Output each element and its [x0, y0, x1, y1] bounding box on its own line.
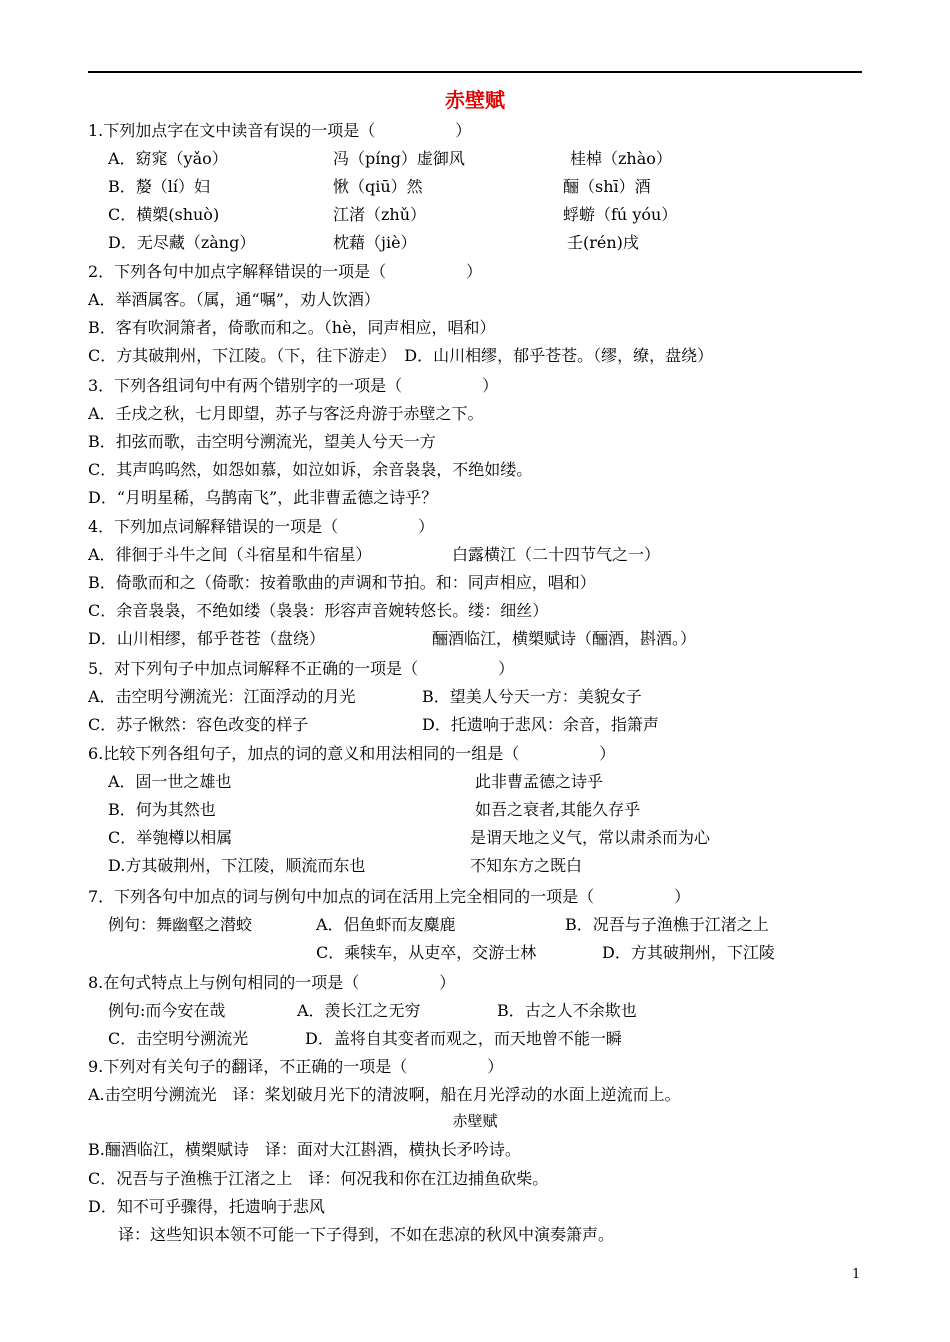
- text-segment: C．举匏樽以相属: [108, 828, 233, 847]
- text-line: [0, 429, 950, 455]
- text-line: [0, 1054, 950, 1080]
- text-line: [0, 118, 950, 144]
- text-line: [0, 1194, 950, 1220]
- text-segment: C．其声呜呜然，如怨如慕，如泣如诉，余音袅袅，不绝如缕。: [88, 460, 533, 479]
- text-line: [0, 514, 950, 540]
- text-segment: C．方其破荆州，下江陵。（下，往下游走） D．山川相缪，郁乎苍苍。（缪，缭，盘绕）: [88, 346, 714, 365]
- text-segment: 酾酒临江，横槊赋诗（酾酒，斟酒。）: [432, 629, 697, 648]
- text-segment: 6.比较下列各组句子，加点的词的意义和用法相同的一组是（ ）: [88, 744, 616, 763]
- text-segment: 愀（qiū）然: [333, 177, 423, 196]
- text-segment: A．固一世之雄也: [108, 772, 232, 791]
- text-line: [0, 287, 950, 313]
- text-line: [0, 542, 950, 568]
- text-line: [0, 343, 950, 369]
- text-segment: D．山川相缪，郁乎苍苍（盘绕）: [88, 629, 325, 648]
- text-line: [0, 373, 950, 399]
- text-segment: B.酾酒临江，横槊赋诗 译：面对大江斟酒，横执长矛吟诗。: [88, 1140, 521, 1159]
- text-segment: C．苏子愀然：容色改变的样子: [88, 715, 309, 734]
- text-segment: 9.下列对有关句子的翻译，不正确的一项是（ ）: [88, 1057, 504, 1076]
- text-segment: C．击空明兮溯流光: [108, 1029, 249, 1048]
- text-segment: A．羡长江之无穷: [297, 1001, 421, 1020]
- text-line: [0, 940, 950, 966]
- text-segment: 8.在句式特点上与例句相同的一项是（ ）: [88, 973, 456, 992]
- text-segment: 枕藉（jiè）: [333, 233, 417, 252]
- text-segment: D．托遗响于悲风：余音，指箫声: [422, 715, 659, 734]
- text-line: [0, 769, 950, 795]
- text-line: [0, 656, 950, 682]
- header-rule: [88, 71, 862, 73]
- text-segment: D.方其破荆州，下江陵，顺流而东也: [108, 856, 366, 875]
- text-segment: 3．下列各组词句中有两个错别字的一项是（ ）: [88, 376, 499, 395]
- text-line: [0, 457, 950, 483]
- text-segment: 此非曹孟德之诗乎: [475, 772, 604, 791]
- text-line: [0, 912, 950, 938]
- text-segment: B．况吾与子渔樵于江渚之上: [565, 915, 769, 934]
- text-segment: 如吾之衰者,其能久存乎: [475, 800, 641, 819]
- text-line: [0, 970, 950, 996]
- text-line: [0, 1082, 950, 1108]
- text-line: [0, 202, 950, 228]
- text-segment: B．客有吹洞箫者，倚歌而和之。（hè，同声相应，唱和）: [88, 318, 496, 337]
- text-segment: D．知不可乎骤得，托遗响于悲风: [88, 1197, 325, 1216]
- text-segment: 白露横江（二十四节气之一）: [452, 545, 661, 564]
- text-segment: A．壬戌之秋，七月即望，苏子与客泛舟游于赤壁之下。: [88, 404, 484, 423]
- text-segment: A.击空明兮溯流光 译：桨划破月光下的清波啊，船在月光浮动的水面上逆流而上。: [88, 1085, 681, 1104]
- text-segment: 壬(rén)戌: [567, 233, 639, 252]
- text-segment: A．窈窕（yǎo）: [108, 149, 228, 168]
- text-line: [0, 853, 950, 879]
- text-segment: 不知东方之既白: [470, 856, 583, 875]
- text-segment: 例句：舞幽壑之潜蛟: [108, 915, 253, 934]
- text-line: [0, 998, 950, 1024]
- text-segment: C．余音袅袅，不绝如缕（袅袅：形容声音婉转悠长。缕：细丝）: [88, 601, 549, 620]
- text-line: [0, 570, 950, 596]
- page-number: 1: [852, 1267, 861, 1282]
- text-segment: A．徘徊于斗牛之间（斗宿星和牛宿星）: [88, 545, 372, 564]
- text-line: [0, 146, 950, 172]
- text-segment: 例句:而今安在哉: [108, 1001, 226, 1020]
- page-title: 赤壁赋: [445, 88, 505, 112]
- text-segment: C．乘犊车，从吏卒，交游士林: [316, 943, 537, 962]
- text-line: [0, 825, 950, 851]
- text-segment: 7．下列各句中加点的词与例句中加点的词在活用上完全相同的一项是（ ）: [88, 887, 691, 906]
- footer-title: 赤壁赋: [452, 1112, 498, 1130]
- text-segment: 酾（shī）酒: [563, 177, 651, 196]
- text-line: [0, 259, 950, 285]
- text-segment: 是谓天地之义气，常以肃杀而为心: [470, 828, 711, 847]
- text-segment: D．无尽藏（zàng）: [108, 233, 256, 252]
- text-segment: B．倚歌而和之（倚歌：按着歌曲的声调和节拍。和：同声相应，唱和）: [88, 573, 596, 592]
- text-segment: D．盖将自其变者而观之，而天地曾不能一瞬: [305, 1029, 622, 1048]
- text-segment: B．望美人兮天一方：美貌女子: [422, 687, 642, 706]
- text-line: [0, 598, 950, 624]
- text-segment: 蜉蝣（fú yóu）: [563, 205, 678, 224]
- text-line: [0, 401, 950, 427]
- text-line: [0, 315, 950, 341]
- text-segment: 2．下列各句中加点字解释错误的一项是（ ）: [88, 262, 483, 281]
- text-segment: D．“月明星稀，乌鹊南飞”，此非曹孟德之诗乎？: [88, 488, 438, 507]
- text-segment: A．侣鱼虾而友麋鹿: [316, 915, 456, 934]
- text-line: [0, 884, 950, 910]
- text-line: [0, 1222, 950, 1248]
- text-segment: B．何为其然也: [108, 800, 216, 819]
- text-line: [0, 1026, 950, 1052]
- text-line: [0, 797, 950, 823]
- text-segment: 1.下列加点字在文中读音有误的一项是（ ）: [88, 121, 472, 140]
- text-segment: 冯（píng）虚御风: [333, 149, 465, 168]
- text-line: [0, 626, 950, 652]
- text-segment: D．方其破荆州，下江陵: [602, 943, 775, 962]
- text-segment: 桂棹（zhào）: [570, 149, 672, 168]
- text-line: [0, 1166, 950, 1192]
- text-segment: 5．对下列句子中加点词解释不正确的一项是（ ）: [88, 659, 515, 678]
- text-line: [0, 1137, 950, 1163]
- text-line: [0, 485, 950, 511]
- text-line: [0, 230, 950, 256]
- text-segment: A．击空明兮溯流光：江面浮动的月光: [88, 687, 356, 706]
- text-segment: A．举酒属客。（属，通“嘱”，劝人饮酒）: [88, 290, 380, 309]
- text-line: [0, 741, 950, 767]
- text-segment: 译：这些知识本领不可能一下子得到，不如在悲凉的秋风中演奏箫声。: [118, 1225, 615, 1244]
- text-segment: C．横槊(shuò): [108, 205, 220, 224]
- text-segment: 江渚（zhǔ）: [333, 205, 427, 224]
- text-segment: 4．下列加点词解释错误的一项是（ ）: [88, 517, 435, 536]
- text-line: [0, 174, 950, 200]
- text-segment: C．况吾与子渔樵于江渚之上 译：何况我和你在江边捕鱼砍柴。: [88, 1169, 549, 1188]
- text-segment: B．古之人不余欺也: [497, 1001, 637, 1020]
- text-segment: B．扣弦而歌，击空明兮溯流光，望美人兮天一方: [88, 432, 436, 451]
- text-segment: B．嫠（lí）妇: [108, 177, 210, 196]
- text-line: [0, 712, 950, 738]
- text-line: [0, 684, 950, 710]
